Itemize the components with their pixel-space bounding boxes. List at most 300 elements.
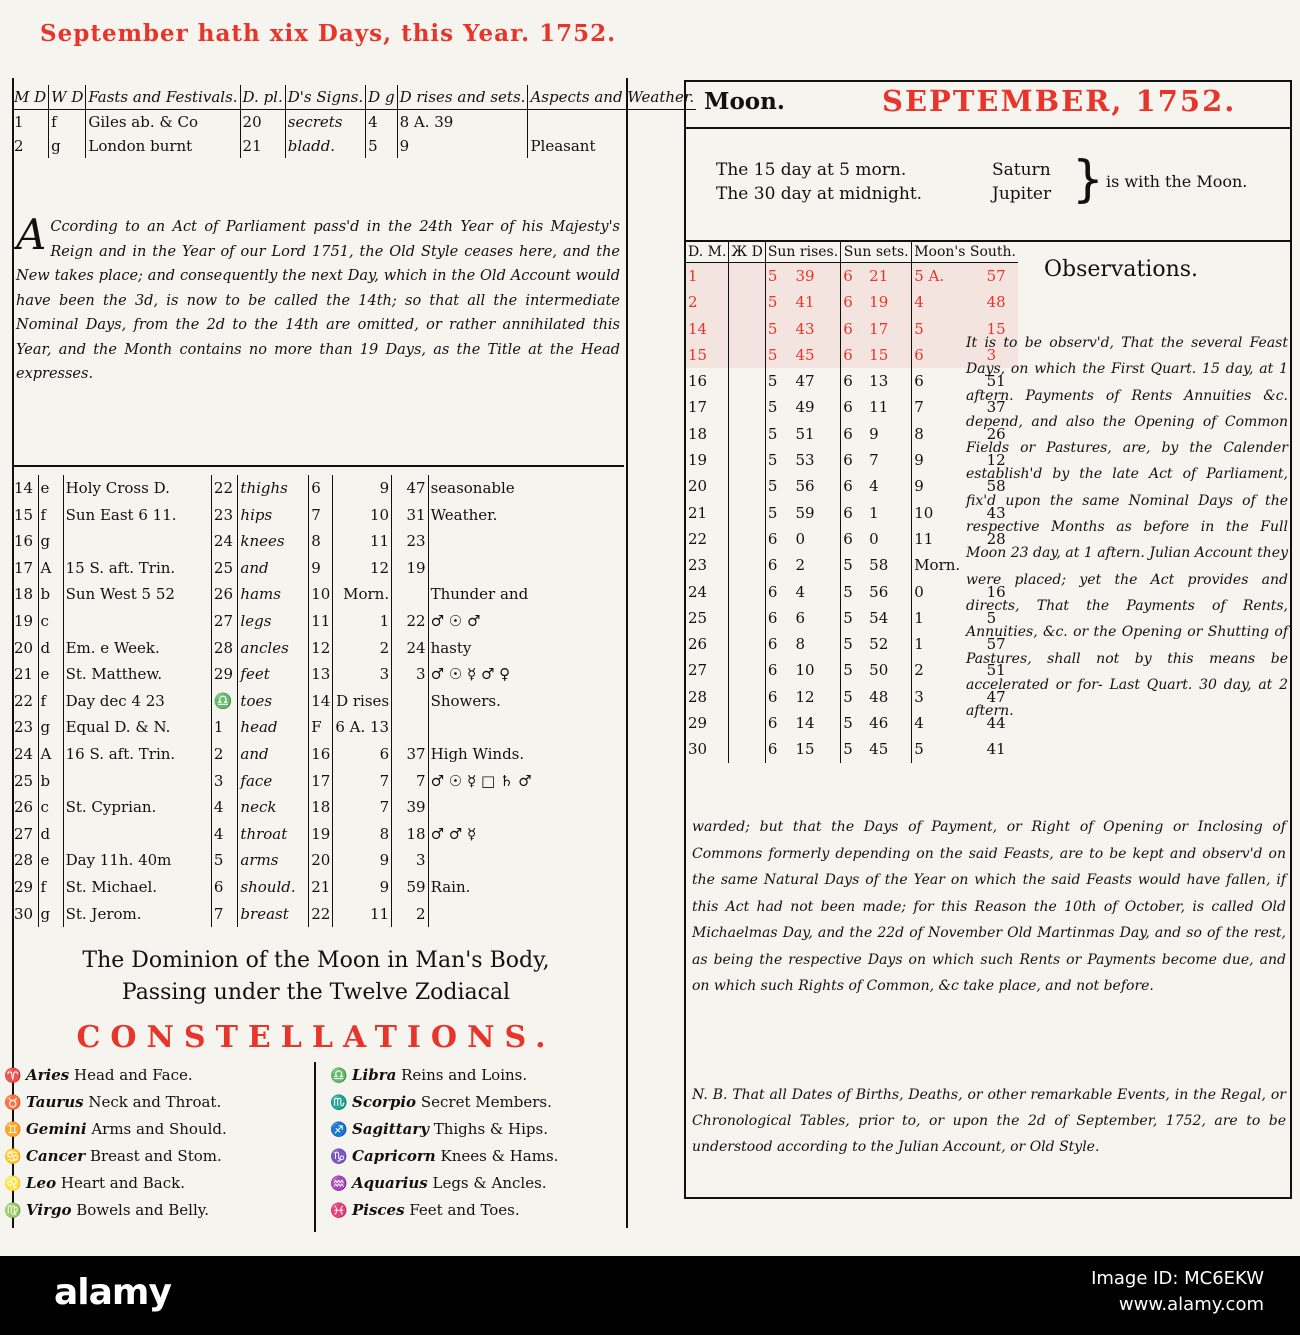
cell: 6 <box>841 473 867 499</box>
cell: 26 <box>211 581 238 608</box>
cell: secrets <box>285 110 365 135</box>
cell: 22 <box>211 475 238 502</box>
cell: 9 <box>869 424 879 443</box>
cell: 51 <box>986 372 1006 391</box>
cell: 20 <box>309 847 333 874</box>
cell: g <box>38 528 63 555</box>
cell: seasonable <box>428 475 624 502</box>
cell: 6 <box>765 657 793 683</box>
cell: 51 <box>795 424 815 443</box>
header-cell: Sun rises. <box>765 242 840 263</box>
dominion-line: Passing under the Twelve Zodiacal <box>121 980 511 1005</box>
cell: 58 <box>986 477 1006 496</box>
cell: 1 <box>686 263 729 290</box>
cell: 6 <box>841 316 867 342</box>
cell: e <box>38 475 63 502</box>
cell: 18 <box>392 821 428 848</box>
cell: 5 <box>841 605 867 631</box>
cell: 5 <box>841 684 867 710</box>
zodiac-sign-icon: ♊ <box>4 1122 22 1138</box>
cell: 12 <box>309 635 333 662</box>
header-cell: W D <box>49 85 86 110</box>
cell: 6 <box>841 500 867 526</box>
cell: 5 <box>841 710 867 736</box>
cell <box>428 714 624 741</box>
cell: hams <box>238 581 309 608</box>
cell: 11 <box>869 398 889 417</box>
zodiac-name: Pisces <box>352 1201 405 1219</box>
cell: 48 <box>985 289 1018 315</box>
cell: 2 <box>686 289 729 315</box>
main-calendar-body <box>12 475 624 927</box>
table-row <box>12 847 624 874</box>
zodiac-name: Sagittary <box>352 1120 429 1138</box>
cell: c <box>38 794 63 821</box>
conjunction-line: The 30 day at midnight. <box>716 184 923 204</box>
cell: 5 <box>912 316 985 342</box>
cell: throat <box>238 821 309 848</box>
right-title-row <box>686 82 1290 129</box>
cell: 8 <box>912 421 985 447</box>
cell: 11 <box>309 608 333 635</box>
cell: 5 <box>765 447 793 473</box>
brand-logo: alamy <box>54 1272 171 1313</box>
cell: Showers. <box>428 688 624 715</box>
zodiac-sign-icon: ♌ <box>4 1176 22 1192</box>
cell: 43 <box>986 503 1006 522</box>
cell: 17 <box>14 558 34 577</box>
cell: 25 <box>688 608 708 627</box>
cell: f <box>38 502 63 529</box>
top-calendar-table <box>12 85 696 158</box>
header-cell: Ж D <box>729 242 765 263</box>
zodiac-item <box>326 1116 636 1143</box>
cell: 10 <box>795 661 815 680</box>
cell: Thunder and <box>428 581 624 608</box>
cell: 24 <box>211 528 238 555</box>
cell: 1 <box>333 608 392 635</box>
cell <box>729 368 765 394</box>
cell: 58 <box>869 556 889 575</box>
cell <box>729 421 765 447</box>
cell: 6 <box>765 710 793 736</box>
cell: 4 <box>795 582 805 601</box>
cell: 13 <box>309 661 333 688</box>
table-row <box>686 289 1018 315</box>
body-part: Neck and Throat. <box>88 1093 222 1111</box>
cell: face <box>238 768 309 795</box>
cell: 25 <box>14 771 34 790</box>
header-cell: Moon's South. <box>912 242 1018 263</box>
cell: 24 <box>14 744 34 763</box>
cell: 10 <box>309 581 333 608</box>
cell: 3 <box>912 684 985 710</box>
cell: f <box>38 688 63 715</box>
cell: 6 <box>912 368 985 394</box>
cell: bladd. <box>285 134 365 158</box>
cell: 5 <box>986 608 997 627</box>
cell: 46 <box>869 714 889 733</box>
cell: 4 <box>912 289 985 315</box>
cell: 0 <box>912 579 985 605</box>
cell: 6 <box>841 394 867 420</box>
cell <box>729 579 765 605</box>
table-row <box>12 110 696 135</box>
cell: 27 <box>211 608 238 635</box>
cell: 15 <box>795 740 815 759</box>
cell: 9 <box>333 475 392 502</box>
table-row <box>12 661 624 688</box>
cell: 5 <box>211 847 238 874</box>
cell: 1 <box>211 714 238 741</box>
table-row <box>12 821 624 848</box>
table-row <box>12 768 624 795</box>
cell: 17 <box>309 768 333 795</box>
cell: 5 <box>841 736 867 762</box>
cell <box>729 500 765 526</box>
cell: 6 A. 13 <box>333 714 392 741</box>
cell: 17 <box>867 316 912 342</box>
cell <box>528 110 696 135</box>
cell: 0 <box>795 529 805 548</box>
cell: 57 <box>985 263 1018 290</box>
cell: 59 <box>795 503 815 522</box>
cell <box>428 901 624 928</box>
cell: 21 <box>867 263 912 290</box>
cell: 8 A. 39 <box>397 110 528 135</box>
cell: ♂ ♂ ☿ <box>428 821 624 848</box>
cell: 5 <box>765 289 793 315</box>
body-part: Secret Members. <box>420 1093 552 1111</box>
body-part: Bowels and Belly. <box>76 1201 210 1219</box>
cell <box>63 528 211 555</box>
cell: 15 <box>985 316 1018 342</box>
table-row <box>12 555 624 582</box>
cell: 54 <box>869 608 889 627</box>
body-part: Reins and Loins. <box>401 1066 528 1084</box>
cell: hips <box>238 502 309 529</box>
cell: 5 <box>765 263 793 290</box>
cell: 2 <box>392 901 428 928</box>
cell: toes <box>238 688 309 715</box>
zodiac-item <box>326 1089 636 1116</box>
cell: 19 <box>688 451 708 470</box>
cell <box>392 688 428 715</box>
cell: 19 <box>14 611 34 630</box>
cell: 9 <box>912 447 985 473</box>
cell: d <box>38 635 63 662</box>
cell: 6 <box>841 342 867 368</box>
cell: thighs <box>238 475 309 502</box>
cell <box>428 528 624 555</box>
cell: hasty <box>428 635 624 662</box>
cell: 1 <box>869 503 879 522</box>
cell: 29 <box>14 877 34 896</box>
zodiac-name: Aries <box>26 1066 70 1084</box>
cell: ♎ <box>211 688 238 715</box>
cell: 1 <box>912 605 985 631</box>
table-row <box>12 901 624 928</box>
body-part: Knees & Hams. <box>440 1147 559 1165</box>
cell: 20 <box>688 477 708 496</box>
cell: 11 <box>333 528 392 555</box>
cell: 6 <box>912 342 985 368</box>
notice-text: Ccording to an Act of Parliament pass'd in the 24th Year of his Majesty's Reign and in the Year of our Lord 1751, the Old Style ceases here, and the New takes place; and consequently the next Day, which in the Old Account would have been the 3d, is now to be called the 14th; so that all the intermediate Nominal Days, from the 2d to the 14th are omitted, or rather annihilated this Year, and the Month contains no more than 19 Days, as the Title at the Head expresses. <box>16 219 620 382</box>
cell <box>392 581 428 608</box>
cell: knees <box>238 528 309 555</box>
cell: High Winds. <box>428 741 624 768</box>
cell: 30 <box>688 740 708 759</box>
cell: 16 <box>688 372 708 391</box>
zodiac-item <box>0 1116 310 1143</box>
watermark-bar <box>0 1256 1300 1335</box>
cell <box>729 526 765 552</box>
header-cell: M D <box>12 85 49 110</box>
cell: 18 <box>688 424 708 443</box>
cell: 2 <box>912 657 985 683</box>
cell: 2 <box>333 635 392 662</box>
dominion-line: The Dominion of the Moon in Man's Body, <box>82 948 550 973</box>
table-row <box>12 741 624 768</box>
cell: 12 <box>986 451 1006 470</box>
cell: 6 <box>841 289 867 315</box>
cell: 8 <box>795 635 805 654</box>
divider <box>12 465 624 467</box>
cell: 52 <box>869 635 889 654</box>
cell: 47 <box>795 372 815 391</box>
left-page-title: September hath xix Days, this Year. 1752. <box>40 20 617 47</box>
cell: F <box>309 714 333 741</box>
cell: 19 <box>867 289 912 315</box>
header-cell: Fasts and Festivals. <box>86 85 240 110</box>
cell: 3 <box>333 661 392 688</box>
cell: 21 <box>14 665 34 684</box>
cell: A <box>38 555 63 582</box>
table-row <box>12 608 624 635</box>
zodiac-name: Cancer <box>26 1147 86 1165</box>
cell: 9 <box>397 134 528 158</box>
cell: 7 <box>333 768 392 795</box>
body-part: Head and Face. <box>74 1066 193 1084</box>
zodiac-sign-icon: ♑ <box>330 1149 348 1165</box>
cell: 3 <box>985 342 1018 368</box>
cell <box>63 768 211 795</box>
zodiac-name: Leo <box>26 1174 57 1192</box>
cell: b <box>38 581 63 608</box>
cell <box>729 684 765 710</box>
body-part: Breast and Stom. <box>89 1147 222 1165</box>
observations-continued: warded; but that the Days of Payment, or Right of Opening or Inclosing of Commons formerly depending on the said Feasts, are to be kept and observ'd on the same Natural Days of the Year on which the said Feasts would have fallen, if this Act had not been made; for this Reason the 10th of October, is called Old Michaelmas Day, and the 22d of November Old Martinmas Day, and so of the rest, as being the respective Days on which such Rents or Payments become due, and on which such Rights of Common, &c take place, and not before. <box>692 819 1286 994</box>
cell: St. Matthew. <box>63 661 211 688</box>
zodiac-name: Virgo <box>26 1201 72 1219</box>
cell: 5 <box>765 368 793 394</box>
cell: 47 <box>392 475 428 502</box>
cell <box>729 552 765 578</box>
cell: 26 <box>986 424 1006 443</box>
cell: 2 <box>211 741 238 768</box>
cell: 27 <box>14 824 34 843</box>
cell: 5 <box>841 579 867 605</box>
cell: 6 <box>841 263 867 290</box>
cell: 47 <box>986 687 1006 706</box>
cell: 2 <box>14 137 24 155</box>
cell <box>63 608 211 635</box>
cell: 6 <box>211 874 238 901</box>
zodiac-sign-icon: ♓ <box>330 1203 348 1219</box>
table-row <box>12 475 624 502</box>
cell: 3 <box>211 768 238 795</box>
cell: f <box>49 110 86 135</box>
cell: 2 <box>795 556 805 575</box>
cell: 5 <box>841 657 867 683</box>
cell: St. Cyprian. <box>63 794 211 821</box>
cell: 25 <box>211 555 238 582</box>
cell: 5 <box>912 736 985 762</box>
cell: 53 <box>795 451 815 470</box>
cell: 15 S. aft. Trin. <box>63 555 211 582</box>
cell: ♂ ☉ ☿ ♂ ♀ <box>428 661 624 688</box>
cell: 7 <box>211 901 238 928</box>
cell: 51 <box>986 661 1006 680</box>
cell: 8 <box>333 821 392 848</box>
dominion-heading <box>16 945 616 1009</box>
cell: 8 <box>309 528 333 555</box>
header-cell: Aspects and Weather. <box>528 85 696 110</box>
cell: 18 <box>309 794 333 821</box>
constellations-heading: CONSTELLATIONS. <box>76 1020 556 1055</box>
cell: 3 <box>392 661 428 688</box>
cell: 7 <box>869 451 879 470</box>
cell: Holy Cross D. <box>63 475 211 502</box>
cell: Day 11h. 40m <box>63 847 211 874</box>
cell: Weather. <box>428 502 624 529</box>
cell: 5 <box>765 500 793 526</box>
table-row <box>12 794 624 821</box>
cell: 22 <box>392 608 428 635</box>
cell: 24 <box>392 635 428 662</box>
cell: 5 <box>765 421 793 447</box>
cell: 4 <box>211 821 238 848</box>
zodiac-column-right <box>326 1062 636 1224</box>
cell: 5 <box>366 134 397 158</box>
cell: c <box>38 608 63 635</box>
zodiac-item <box>326 1062 636 1089</box>
cell <box>729 342 765 368</box>
zodiac-name: Libra <box>352 1066 397 1084</box>
observations-heading: Observations. <box>1043 257 1199 282</box>
cell: 6 <box>841 368 867 394</box>
cell: should. <box>238 874 309 901</box>
zodiac-sign-icon: ♐ <box>330 1122 348 1138</box>
cell <box>729 736 765 762</box>
act-of-parliament-notice <box>16 210 620 387</box>
cell: 3 <box>392 847 428 874</box>
cell: Morn. <box>912 552 985 578</box>
zodiac-sign-icon: ♒ <box>330 1176 348 1192</box>
cell: 14 <box>795 714 815 733</box>
drop-cap: A <box>16 210 47 259</box>
cell: 21 <box>309 874 333 901</box>
cell: 44 <box>986 714 1006 733</box>
cell: 50 <box>869 661 889 680</box>
table-row <box>686 736 1018 762</box>
cell <box>729 263 765 290</box>
cell: Equal D. & N. <box>63 714 211 741</box>
cell: 1 <box>912 631 985 657</box>
cell: 16 S. aft. Trin. <box>63 741 211 768</box>
cell: 5 <box>841 552 867 578</box>
cell: 41 <box>793 289 840 315</box>
cell: 22 <box>688 529 708 548</box>
cell: 23 <box>14 718 34 737</box>
conjunction-times <box>716 158 922 206</box>
cell: 16 <box>986 582 1006 601</box>
table-row <box>12 581 624 608</box>
cell: e <box>38 847 63 874</box>
cell: 15 <box>867 342 912 368</box>
cell: 13 <box>869 372 889 391</box>
zodiac-item <box>326 1143 636 1170</box>
cell: b <box>38 768 63 795</box>
table-row <box>12 134 696 158</box>
table-row <box>12 714 624 741</box>
cell: 5 <box>765 473 793 499</box>
header-cell: D's Signs. <box>285 85 365 110</box>
cell: 20 <box>240 110 285 135</box>
cell: London burnt <box>86 134 240 158</box>
cell: 14 <box>14 479 34 497</box>
zodiac-item <box>0 1089 310 1116</box>
cell: 43 <box>793 316 840 342</box>
cell: 0 <box>869 529 879 548</box>
zodiac-sign-icon: ♏ <box>330 1095 348 1111</box>
cell: 6 <box>841 447 867 473</box>
zodiac-item <box>0 1170 310 1197</box>
cell: 10 <box>333 502 392 529</box>
cell: 5 <box>765 342 793 368</box>
body-part: Arms and Should. <box>91 1120 227 1138</box>
cell <box>729 631 765 657</box>
zodiac-item <box>326 1170 636 1197</box>
top-table-header <box>12 85 696 110</box>
conjunction-note: is with the Moon. <box>1106 172 1248 191</box>
zodiac-sign-icon: ♉ <box>4 1095 22 1111</box>
cell: arms <box>238 847 309 874</box>
cell: 28 <box>986 529 1006 548</box>
cell: 6 <box>333 741 392 768</box>
cell: 15 <box>686 342 729 368</box>
cell: 6 <box>765 605 793 631</box>
zodiac-name: Aquarius <box>352 1174 428 1192</box>
header-cell: D rises and sets. <box>397 85 528 110</box>
table-row <box>12 635 624 662</box>
cell: 20 <box>14 638 34 657</box>
cell <box>729 710 765 736</box>
zodiac-name: Scorpio <box>352 1093 417 1111</box>
cell: 6 <box>309 475 333 502</box>
cell: 22 <box>309 901 333 928</box>
cell: f <box>38 874 63 901</box>
conjunction-line: The 15 day at 5 morn. <box>716 160 907 180</box>
image-id: Image ID: MC6EKW <box>1091 1268 1264 1289</box>
cell: Em. e Week. <box>63 635 211 662</box>
cell: 9 <box>309 555 333 582</box>
body-part: Legs & Ancles. <box>432 1174 547 1192</box>
cell: 19 <box>309 821 333 848</box>
cell: 27 <box>688 661 708 680</box>
cell: 15 <box>14 505 34 524</box>
cell: 7 <box>309 502 333 529</box>
